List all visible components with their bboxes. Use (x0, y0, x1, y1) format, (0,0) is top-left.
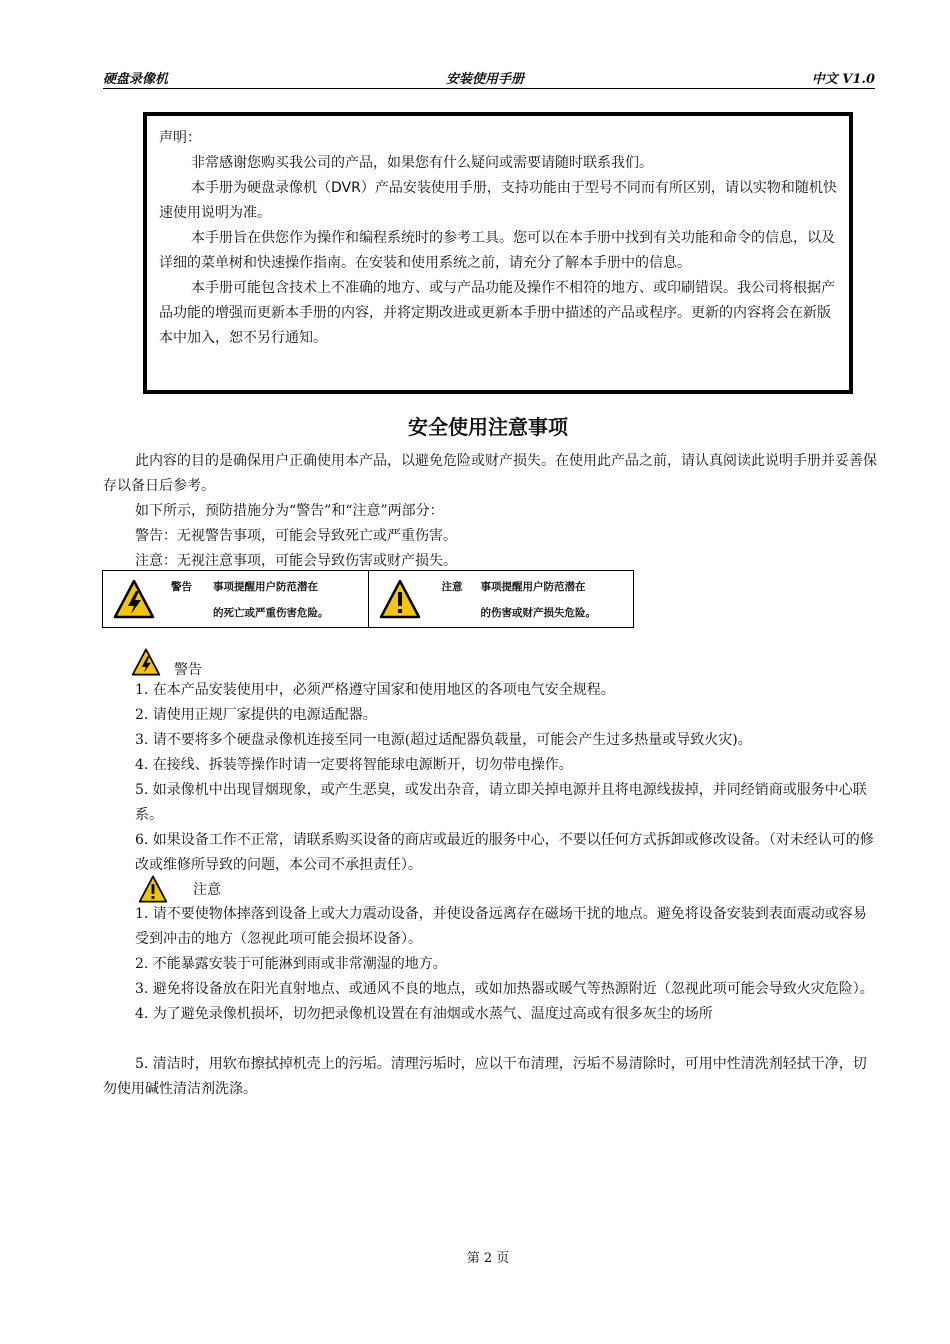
caution-item: 1. 请不要使物体摔落到设备上或大力震动设备，并使设备远离存在磁场干扰的地点。避免将设备安装到表面震动或容易受到冲击的地方（忽视此项可能会损坏设备）。 (135, 906, 867, 947)
caution-list (135, 902, 877, 1027)
warning-legend-table (102, 570, 634, 628)
electric-warning-icon (113, 579, 155, 619)
warning-item: 1. 在本产品安装使用中，必须严格遵守国家和使用地区的各项电气安全规程。 (135, 682, 615, 698)
safety-intro (103, 449, 878, 574)
warning-item: 6. 如果设备工作不正常，请联系购买设备的商店或最近的服务中心，不要以任何方式拆卸或修改设备。（对未经认可的修改或维修所导致的问题，本公司不承担责任）。 (135, 832, 874, 873)
section-title: 安全使用注意事项 (408, 415, 568, 439)
caution-exclamation-icon (379, 579, 421, 619)
caution-item: 4. 为了避免录像机损坏，切勿把录像机设置在有油烟或水蒸气、温度过高或有很多灰尘的场所 (135, 1006, 713, 1022)
disclaimer-paragraph: 非常感谢您购买我公司的产品，如果您有什么疑问或需要请随时联系我们。 (191, 155, 653, 171)
warning-item: 2. 请使用正规厂家提供的电源适配器。 (135, 707, 377, 723)
disclaimer-paragraph: 本手册为硬盘录像机（DVR）产品安装使用手册，支持功能由于型号不同而有所区别，请以实物和随机快速使用说明为准。 (159, 180, 837, 221)
warning-item: 5. 如录像机中出现冒烟现象，或产生恶臭，或发出杂音，请立即关掉电源并且将电源线拔掉，并同经销商或服务中心联系。 (135, 782, 867, 823)
intro-paragraph: 如下所示，预防措施分为“警告”和“注意”两部分： (135, 503, 444, 519)
caution-exclamation-icon (137, 875, 169, 903)
page-header (103, 68, 875, 89)
disclaimer-title: 声明： (159, 130, 201, 146)
caution-item-last (103, 1052, 878, 1102)
header-version: 中文 V1.0 (811, 72, 875, 87)
intro-paragraph: 警告：无视警告事项，可能会导致死亡或严重伤害。 (135, 528, 457, 544)
warning-item: 3. 请不要将多个硬盘录像机连接至同一电源(超过适配器负载量，可能会产生过多热量或导致火灾)。 (135, 732, 752, 748)
header-product: 硬盘录像机 (103, 72, 169, 87)
warning-heading (130, 645, 202, 679)
electric-warning-icon (130, 648, 162, 676)
legend-warning-text: 的死亡或严重伤害危险。 (213, 607, 329, 619)
warning-item: 4. 在接线、拆装等操作时请一定要将智能球电源断开，切勿带电操作。 (135, 757, 573, 773)
intro-paragraph: 注意：无视注意事项，可能会导致伤害或财产损失。 (135, 553, 457, 569)
page-number: 第 2 页 (466, 1251, 510, 1266)
caution-item: 5. 清洁时，用软布擦拭掉机壳上的污垢。清理污垢时，应以干布清理，污垢不易清除时，可用中性清洗剂轻拭干净，切勿使用碱性清洁剂洗涤。 (103, 1056, 867, 1097)
caution-heading-label: 注意 (193, 882, 221, 898)
disclaimer-box (143, 112, 853, 394)
legend-warning-cell (103, 571, 368, 627)
disclaimer-paragraph: 本手册可能包含技术上不准确的地方、或与产品功能及操作不相符的地方、或印刷错误。我公司将根据产品功能的增强而更新本手册的内容，并将定期改进或更新本手册中描述的产品或程序。更新的内容将会在新版本中加入，恕不另行通知。 (159, 280, 835, 346)
caution-item: 3. 避免将设备放在阳光直射地点、或通风不良的地点，或如加热器或暖气等热源附近（忽视此项可能会导致火灾危险）。 (135, 981, 874, 997)
header-manual-title: 安装使用手册 (446, 72, 525, 87)
caution-item: 2. 不能暴露安装于可能淋到雨或非常潮湿的地方。 (135, 956, 447, 972)
warning-list (135, 678, 877, 878)
caution-heading (137, 875, 221, 903)
legend-warning-keyword: 警告 (171, 581, 192, 593)
legend-caution-text: 事项提醒用户防范潜在 (480, 581, 586, 593)
disclaimer-paragraph: 本手册旨在供您作为操作和编程系统时的参考工具。您可以在本手册中找到有关功能和命令的信息，以及详细的菜单树和快速操作指南。在安装和使用系统之前，请充分了解本手册中的信息。 (159, 230, 835, 271)
legend-caution-keyword: 注意 (441, 581, 463, 593)
intro-paragraph: 此内容的目的是确保用户正确使用本产品，以避免危险或财产损失。在使用此产品之前，请认真阅读此说明手册并妥善保存以备日后参考。 (103, 453, 877, 494)
warning-heading-label: 警告 (174, 662, 202, 678)
legend-caution-cell (368, 571, 634, 627)
legend-caution-text: 的伤害或财产损失危险。 (480, 607, 596, 619)
legend-warning-text: 事项提醒用户防范潜在 (213, 581, 318, 593)
